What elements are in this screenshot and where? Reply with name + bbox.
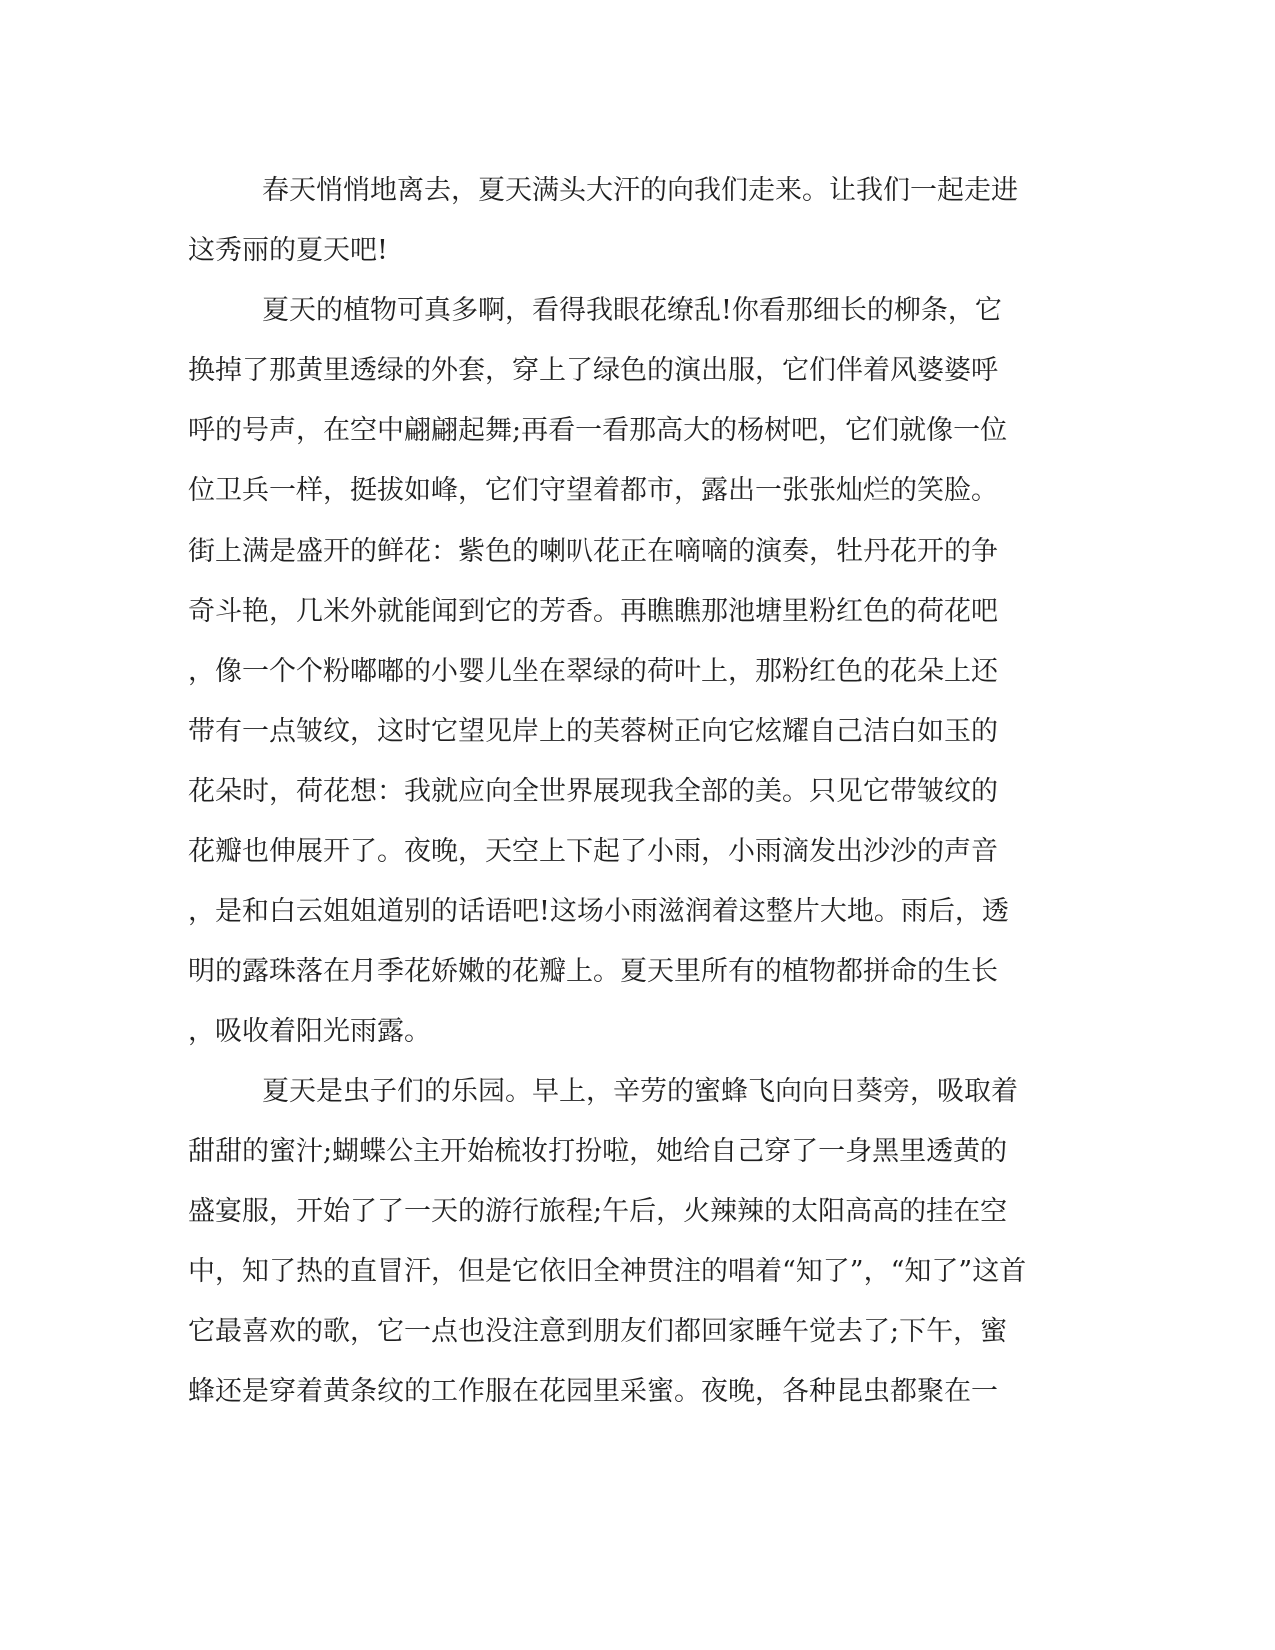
text-line: ，像一个个粉嘟嘟的小婴儿坐在翠绿的荷叶上，那粉红色的花朵上还 <box>188 656 998 687</box>
text-line: 盛宴服，开始了了一天的游行旅程;午后，火辣辣的太阳高高的挂在空 <box>188 1196 1008 1227</box>
text-line: 呼的号声，在空中翩翩起舞;再看一看那高大的杨树吧，它们就像一位 <box>188 415 1008 446</box>
text-line: 换掉了那黄里透绿的外套，穿上了绿色的演出服，它们伴着风婆婆呼 <box>188 355 998 386</box>
text-line: 蜂还是穿着黄条纹的工作服在花园里采蜜。夜晚，各种昆虫都聚在一 <box>188 1376 998 1407</box>
text-line: 这秀丽的夏天吧! <box>188 235 388 266</box>
text-line: 它最喜欢的歌，它一点也没注意到朋友们都回家睡午觉去了;下午，蜜 <box>188 1316 1008 1347</box>
text-line: 春天悄悄地离去，夏天满头大汗的向我们走来。让我们一起走进 <box>262 175 1018 206</box>
text-line: 带有一点皱纹，这时它望见岸上的芙蓉树正向它炫耀自己洁白如玉的 <box>188 716 998 747</box>
text-line: 街上满是盛开的鲜花：紫色的喇叭花正在嘀嘀的演奏，牡丹花开的争 <box>188 536 998 567</box>
text-line: ，吸收着阳光雨露。 <box>188 1016 431 1047</box>
text-line: 夏天的植物可真多啊，看得我眼花缭乱!你看那细长的柳条，它 <box>262 295 1002 326</box>
text-line: 花朵时，荷花想：我就应向全世界展现我全部的美。只见它带皱纹的 <box>188 776 998 807</box>
text-line: 甜甜的蜜汁;蝴蝶公主开始梳妆打扮啦，她给自己穿了一身黑里透黄的 <box>188 1136 1008 1167</box>
text-line: 明的露珠落在月季花娇嫩的花瓣上。夏天里所有的植物都拼命的生长 <box>188 956 998 987</box>
text-line: 位卫兵一样，挺拔如峰，它们守望着都市，露出一张张灿烂的笑脸。 <box>188 475 998 506</box>
text-line: 花瓣也伸展开了。夜晚，天空上下起了小雨，小雨滴发出沙沙的声音 <box>188 836 998 867</box>
text-line: 夏天是虫子们的乐园。早上，辛劳的蜜蜂飞向向日葵旁，吸取着 <box>262 1076 1018 1107</box>
text-line: 中，知了热的直冒汗，但是它依旧全神贯注的唱着“知了”，“知了”这首 <box>188 1256 1027 1287</box>
text-line: 奇斗艳，几米外就能闻到它的芳香。再瞧瞧那池塘里粉红色的荷花吧 <box>188 596 998 627</box>
text-line: ，是和白云姐姐道别的话语吧!这场小雨滋润着这整片大地。雨后，透 <box>188 896 1009 927</box>
